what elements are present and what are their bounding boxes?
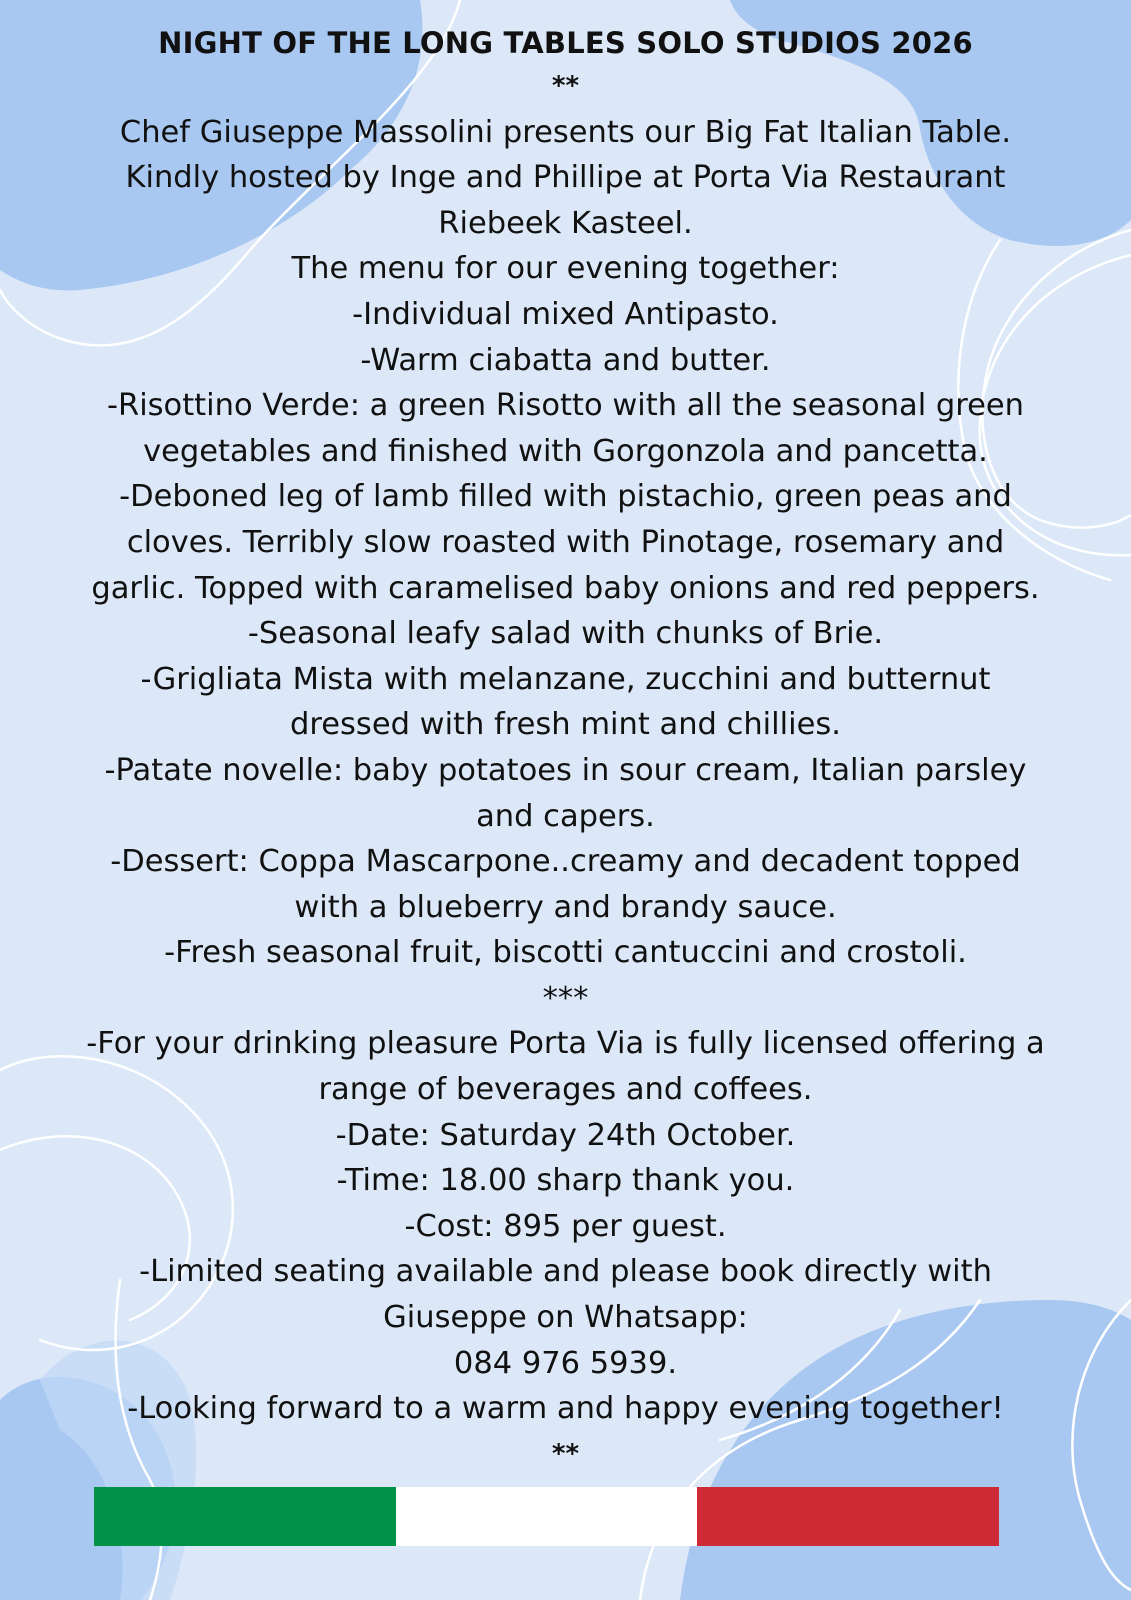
menu-item: -Seasonal leafy salad with chunks of Brie. — [247, 616, 884, 652]
info-line: range of beverages and coffees. — [318, 1072, 813, 1108]
menu-item: -Fresh seasonal fruit, biscotti cantuccini and crostoli. — [164, 935, 967, 971]
italian-flag-bar — [94, 1487, 999, 1546]
flag-red-stripe — [697, 1487, 999, 1546]
menu-item: -Individual mixed Antipasto. — [352, 296, 779, 332]
separator-line: ** — [551, 1438, 580, 1469]
host-location-line: Riebeek Kasteel. — [438, 205, 693, 241]
info-line: -For your drinking pleasure Porta Via is fully licensed offering a — [86, 1026, 1045, 1062]
menu-item: -Patate novelle: baby potatoes in sour cream, Italian parsley — [104, 752, 1027, 788]
event-title: NIGHT OF THE LONG TABLES SOLO STUDIOS 2026 — [158, 26, 973, 60]
host-line: Kindly hosted by Inge and Phillipe at Porta Via Restaurant — [125, 160, 1006, 196]
time-line: -Time: 18.00 sharp thank you. — [336, 1163, 795, 1199]
menu-item: dressed with fresh mint and chillies. — [290, 707, 841, 743]
menu-item: -Warm ciabatta and butter. — [360, 342, 771, 378]
menu-item: cloves. Terribly slow roasted with Pinotage, rosemary and — [126, 524, 1005, 560]
menu-body — [0, 64, 1131, 1477]
menu-heading: The menu for our evening together: — [291, 251, 840, 287]
menu-item: with a blueberry and brandy sauce. — [294, 889, 837, 925]
phone-number: 084 976 5939. — [453, 1345, 678, 1381]
date-line: -Date: Saturday 24th October. — [335, 1117, 796, 1153]
cost-line: -Cost: 895 per guest. — [404, 1208, 727, 1244]
closing-line: -Looking forward to a warm and happy evening together! — [127, 1391, 1004, 1427]
menu-item: -Risottino Verde: a green Risotto with all the seasonal green — [107, 388, 1024, 424]
booking-line: -Limited seating available and please book directly with — [139, 1254, 992, 1290]
menu-item: vegetables and finished with Gorgonzola and pancetta. — [143, 433, 988, 469]
menu-item: -Grigliata Mista with melanzane, zucchini and butternut — [140, 661, 991, 697]
flag-white-stripe — [396, 1487, 698, 1546]
booking-line: Giuseppe on Whatsapp: — [383, 1300, 748, 1336]
separator-line: *** — [542, 980, 589, 1016]
menu-item: and capers. — [476, 798, 655, 834]
menu-item: -Deboned leg of lamb filled with pistachio, green peas and — [119, 479, 1012, 515]
intro-line: Chef Giuseppe Massolini presents our Big Fat Italian Table. — [119, 114, 1012, 150]
menu-item: -Dessert: Coppa Mascarpone..creamy and decadent topped — [110, 844, 1021, 880]
menu-item: garlic. Topped with caramelised baby onions and red peppers. — [91, 570, 1040, 606]
flag-green-stripe — [94, 1487, 396, 1546]
separator-line: ** — [551, 71, 580, 101]
